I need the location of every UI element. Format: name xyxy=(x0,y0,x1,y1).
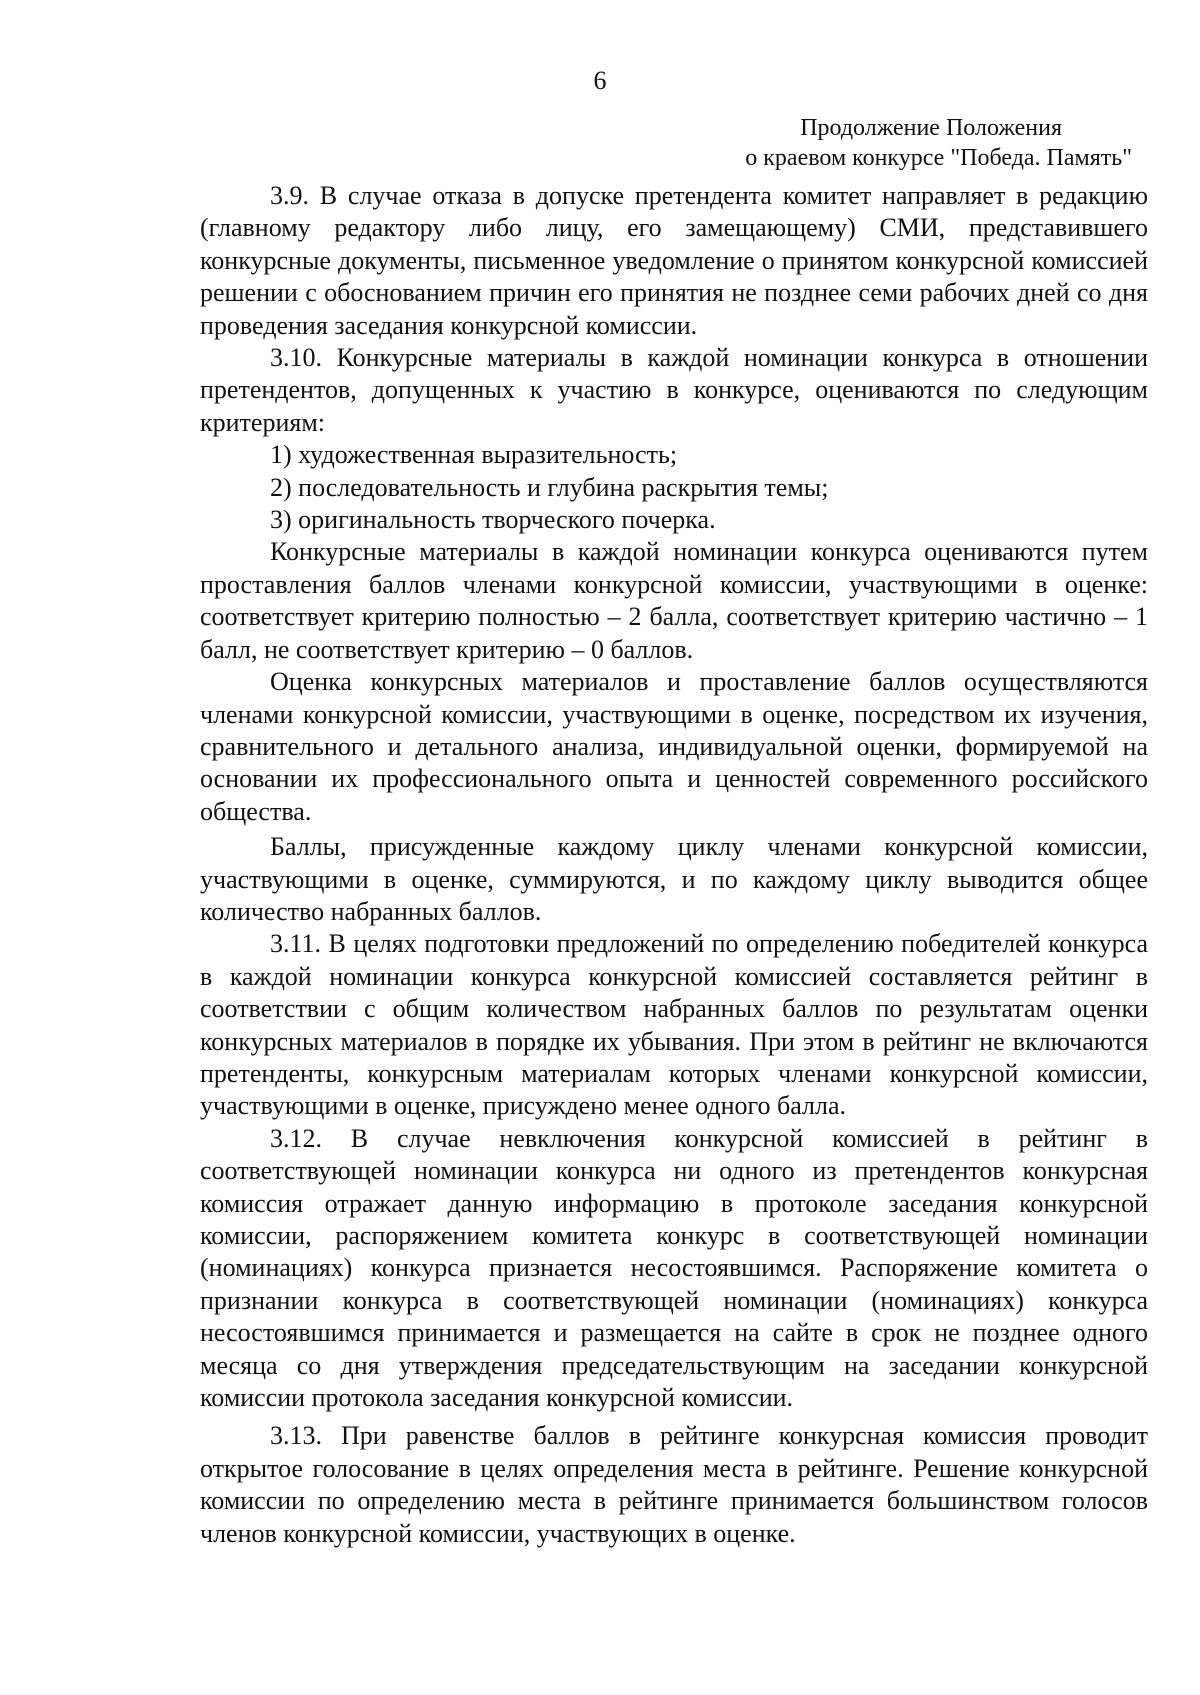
paragraph-3-12: 3.12. В случае невключения конкурсной комиссией в рейтинг в соответствующей номинации конкурса ни одного из претендентов конкурсная комиссия отражает данную информацию в протоколе заседания конкурсной комиссии, распоряжением комитета конкурс в соответствующей номинации (номинациях) конкурса признается несостоявшимся. Распоряжение комитета о признании конкурса в соответствующей номинации (номинациях) конкурса несостоявшимся принимается и размещается на сайте в срок не позднее одного месяца со дня утверждения председательствующим на заседании конкурсной комиссии протокола заседания конкурсной комиссии. xyxy=(200,1123,1148,1413)
header-line-title: о краевом конкурсе "Победа. Память" xyxy=(745,145,1132,171)
criteria-item-3: 3) оригинальность творческого почерка. xyxy=(270,505,716,535)
paragraph-sum: Баллы, присужденные каждому циклу членами конкурсной комиссии, участвующими в оценке, суммируются, и по каждому циклу выводится общее количество набранных баллов. xyxy=(200,832,1148,926)
paragraph-3-13: 3.13. При равенстве баллов в рейтинге конкурсная комиссия проводит открытое голосование в целях определения места в рейтинге. Решение конкурсной комиссии по определению места в рейтинге принимается большинством голосов членов конкурсной комиссии, участвующих в оценке. xyxy=(200,1421,1148,1548)
criteria-item-2: 2) последовательность и глубина раскрытия темы; xyxy=(270,472,829,502)
paragraph-scoring: Конкурсные материалы в каждой номинации конкурса оцениваются путем проставления баллов членами конкурсной комиссии, участвующими в оценке: соответствует критерию полностью – 2 балла, соответствует критерию частично – 1 балл, не соответствует критерию – 0 баллов. xyxy=(200,537,1148,664)
page-number: 6 xyxy=(593,66,607,95)
paragraph-3-11: 3.11. В целях подготовки предложений по определению победителей конкурса в каждой номинации конкурса конкурсной комиссией составляется рейтинг в соответствии с общим количеством набранных баллов по результатам оценки конкурсных материалов в порядке их убывания. При этом в рейтинг не включаются претенденты, конкурсным материалам которых членами конкурсной комиссии, участвующими в оценке, присуждено менее одного балла. xyxy=(200,929,1148,1121)
document-body xyxy=(200,180,1148,1550)
document-header xyxy=(572,113,1132,173)
criteria-item-1: 1) художественная выразительность; xyxy=(270,440,678,470)
paragraph-evaluation: Оценка конкурсных материалов и проставление баллов осуществляются членами конкурсной комиссии, участвующими в оценке, посредством их изучения, сравнительного и детального анализа, индивидуальной оценки, формируемой на основании их профессионального опыта и ценностей современного российского общества. xyxy=(200,667,1148,826)
paragraph-3-9: 3.9. В случае отказа в допуске претендента комитет направляет в редакцию (главному редактору либо лицу, его замещающему) СМИ, представившего конкурсные документы, письменное уведомление о принятом конкурсной комиссией решении с обоснованием причин его принятия не позднее семи рабочих дней со дня проведения заседания конкурсной комиссии. xyxy=(200,181,1148,340)
paragraph-3-10: 3.10. Конкурсные материалы в каждой номинации конкурса в отношении претендентов, допущенных к участию в конкурсе, оцениваются по следующим критериям: xyxy=(200,343,1148,437)
header-line-continuation: Продолжение Положения xyxy=(800,115,1062,141)
